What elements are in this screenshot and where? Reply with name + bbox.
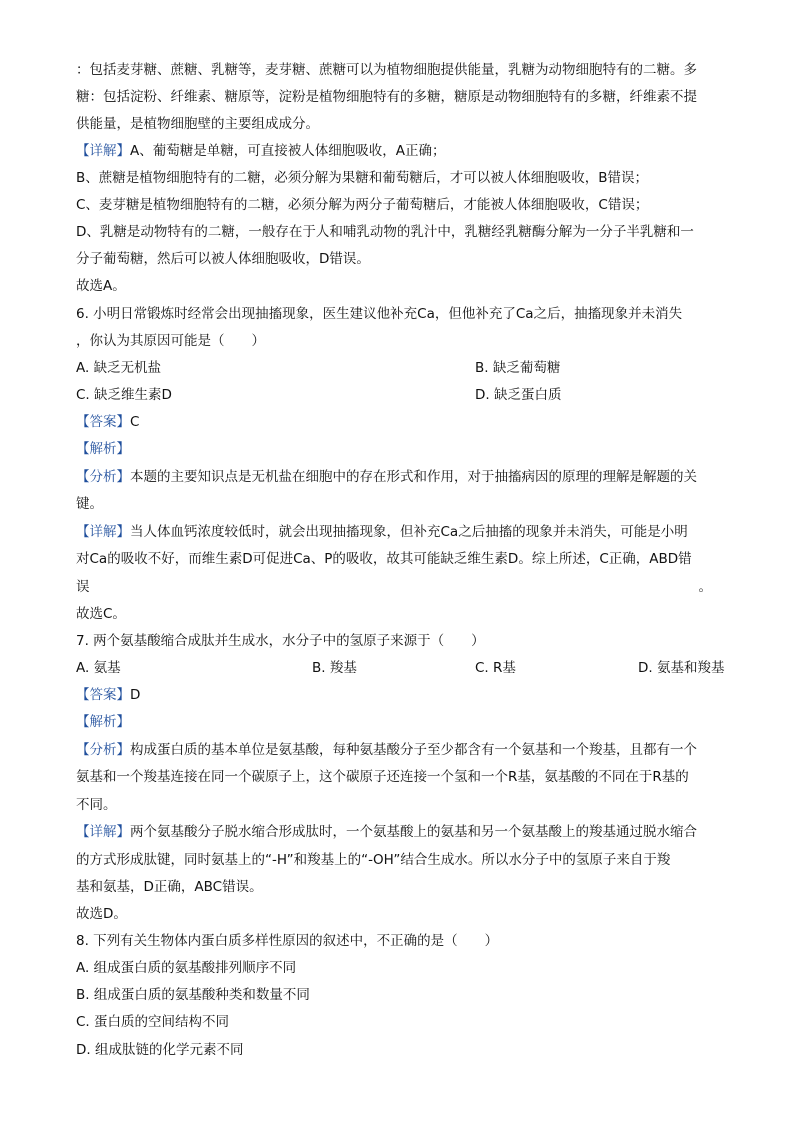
intro-line-1: ：包括麦芽糖、蔗糖、乳糖等，麦芽糖、蔗糖可以为植物细胞提供能量，乳糖为动物细胞特有的二糖。多	[76, 62, 697, 78]
detail-tag: 【详解】	[76, 524, 130, 540]
q7-answer	[76, 685, 718, 705]
q8-option-a: A. 组成蛋白质的氨基酸排列顺序不同	[76, 960, 297, 976]
intro-line-3: 供能量，是植物细胞壁的主要组成成分。	[76, 116, 319, 132]
q6-stem-line-2: ，你认为其原因可能是（ ）	[76, 333, 265, 349]
q7-conclusion: 故选D。	[76, 906, 127, 922]
q6-answer	[76, 412, 718, 432]
q7-detail-line-2: 的方式形成肽键，同时氨基上的“-H”和羧基上的“-OH”结合生成水。所以水分子中的氢原子来自于羧	[76, 852, 671, 868]
q7-fenxi-line-2: 氨基和一个羧基连接在同一个碳原子上，这个碳原子还连接一个氢和一个R基，氨基酸的不同在于R基的	[76, 769, 689, 785]
q5-conclusion: 故选A。	[76, 278, 126, 294]
q7-option-c: C. R基	[475, 660, 516, 676]
fenxi-text: 本题的主要知识点是无机盐在细胞中的存在形式和作用，对于抽搐病因的原理的理解是解题的关	[130, 469, 697, 485]
q6-detail-line-1	[76, 522, 718, 542]
detail-text: A、葡萄糖是单糖，可直接被人体细胞吸收，A正确；	[130, 143, 446, 159]
q5-detail-a	[76, 141, 718, 161]
q7-analysis-heading: 【解析】	[76, 714, 130, 730]
q6-fenxi-line-2: 键。	[76, 496, 103, 512]
q7-option-d: D. 氨基和羧基	[638, 660, 725, 676]
q5-detail-d-line-1: D、乳糖是动物特有的二糖，一般存在于人和哺乳动物的乳汁中，乳糖经乳糖酶分解为一分子半乳糖和一	[76, 224, 694, 240]
detail-text: 两个氨基酸分子脱水缩合形成肽时，一个氨基酸上的氨基和另一个氨基酸上的羧基通过脱水缩合	[130, 824, 697, 840]
fenxi-text: 构成蛋白质的基本单位是氨基酸，每种氨基酸分子至少都含有一个氨基和一个羧基，且都有一个	[130, 742, 697, 758]
line-end-mark: 。	[698, 579, 712, 595]
answer-tag: 【答案】	[76, 414, 130, 430]
q7-option-b: B. 羧基	[312, 660, 357, 676]
detail-tag: 【详解】	[76, 824, 130, 840]
answer-tag: 【答案】	[76, 687, 130, 703]
q8-option-b: B. 组成蛋白质的氨基酸种类和数量不同	[76, 987, 310, 1003]
fenxi-tag: 【分析】	[76, 469, 130, 485]
q7-option-a: A. 氨基	[76, 660, 121, 676]
q7-detail-line-3: 基和氨基，D正确，ABC错误。	[76, 879, 263, 895]
q7-fenxi-line-3: 不同。	[76, 797, 117, 813]
q8-stem: 8. 下列有关生物体内蛋白质多样性原因的叙述中，不正确的是（ ）	[76, 933, 499, 949]
q6-stem-line-1: 6. 小明日常锻炼时经常会出现抽搐现象，医生建议他补充Ca，但他补充了Ca之后，抽搐现象并未消失	[76, 306, 683, 322]
q7-stem: 7. 两个氨基酸缩合成肽并生成水，水分子中的氢原子来源于（ ）	[76, 633, 485, 649]
q6-detail-line-3	[76, 577, 718, 597]
q6-options-row-1	[76, 358, 718, 378]
q5-detail-d-line-2: 分子葡萄糖，然后可以被人体细胞吸收，D错误。	[76, 251, 370, 267]
q6-detail-line-2: 对Ca的吸收不好，而维生素D可促进Ca、P的吸收，故其可能缺乏维生素D。综上所述，C正确，ABD错	[76, 551, 692, 567]
q8-option-d: D. 组成肽链的化学元素不同	[76, 1042, 244, 1058]
q6-analysis-heading: 【解析】	[76, 441, 130, 457]
q7-detail-line-1	[76, 822, 718, 842]
q6-options-row-2	[76, 385, 718, 405]
intro-line-2: 糖：包括淀粉、纤维素、糖原等，淀粉是植物细胞特有的多糖，糖原是动物细胞特有的多糖，纤维素不提	[76, 89, 697, 105]
answer-value: C	[130, 414, 140, 430]
detail-text: 当人体血钙浓度较低时，就会出现抽搐现象，但补充Ca之后抽搐的现象并未消失，可能是小明	[130, 524, 688, 540]
q6-conclusion: 故选C。	[76, 606, 126, 622]
q7-options-row	[76, 658, 725, 678]
q6-option-d: D. 缺乏蛋白质	[475, 387, 562, 403]
q6-option-b: B. 缺乏葡萄糖	[475, 360, 561, 376]
q5-detail-b: B、蔗糖是植物细胞特有的二糖，必须分解为果糖和葡萄糖后，才可以被人体细胞吸收，B错误；	[76, 170, 649, 186]
q7-fenxi-line-1	[76, 740, 718, 760]
q5-detail-c: C、麦芽糖是植物细胞特有的二糖，必须分解为两分子葡萄糖后，才能被人体细胞吸收，C错误；	[76, 197, 649, 213]
detail-text: 误	[76, 579, 90, 595]
answer-value: D	[130, 687, 141, 703]
q6-option-a: A. 缺乏无机盐	[76, 360, 162, 376]
q6-option-c: C. 缺乏维生素D	[76, 387, 172, 403]
detail-tag: 【详解】	[76, 143, 130, 159]
q8-option-c: C. 蛋白质的空间结构不同	[76, 1014, 230, 1030]
q6-fenxi-line-1	[76, 467, 718, 487]
fenxi-tag: 【分析】	[76, 742, 130, 758]
